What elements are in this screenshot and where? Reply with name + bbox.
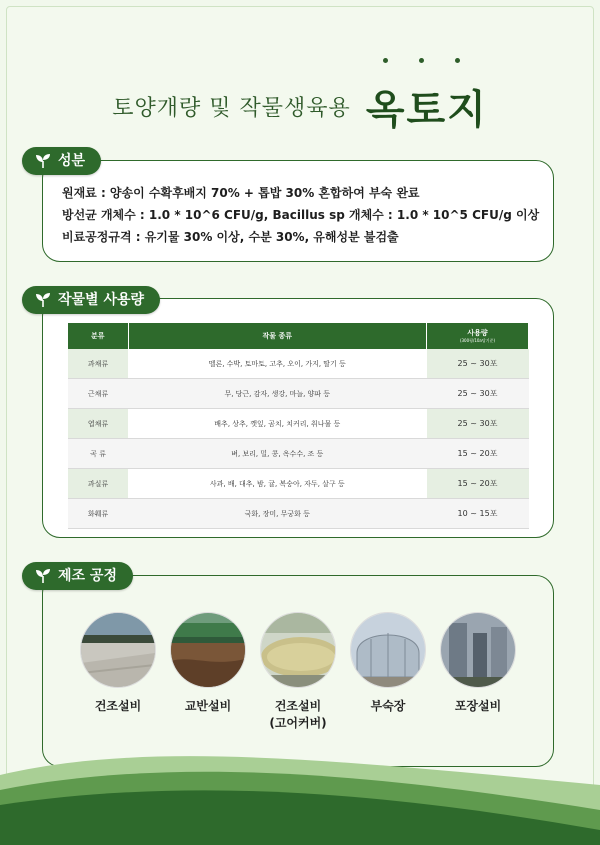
composition-section-label: 성분 [58, 153, 86, 169]
row-crops: 무, 당근, 감자, 생강, 마늘, 양파 등 [128, 379, 427, 409]
drying-facility-photo [80, 612, 156, 688]
process-section-header [22, 562, 133, 590]
process-step-drying-gore [258, 612, 338, 732]
usage-section-label: 작물별 사용량 [58, 292, 145, 308]
title-product-name: 옥토지 [365, 87, 488, 133]
usage-table-header-row [68, 323, 529, 349]
column-header-crops: 작물 종류 [128, 323, 427, 349]
process-step-fermentation [348, 612, 428, 715]
table-row [68, 469, 529, 499]
column-header-amount [427, 323, 529, 349]
process-step-packaging [438, 612, 518, 715]
amount-header-basis: (300평/10a당기준) [459, 338, 496, 343]
column-header-category: 분류 [68, 323, 128, 349]
row-amount: 15 ~ 20포 [427, 439, 529, 469]
process-step-label: 교반설비 [184, 699, 232, 713]
row-crops: 사과, 배, 대추, 밤, 귤, 복숭아, 자두, 살구 등 [128, 469, 427, 499]
process-step-label: 포장설비 [454, 699, 502, 713]
table-row [68, 439, 529, 469]
packaging-facility-photo [440, 612, 516, 688]
sprout-icon [34, 292, 52, 308]
sprout-icon [34, 568, 52, 584]
process-step-label: 건조설비 [94, 699, 142, 713]
composition-section-header [22, 147, 101, 175]
row-amount: 15 ~ 20포 [427, 469, 529, 499]
mixing-facility-photo [170, 612, 246, 688]
fermentation-house-photo [350, 612, 426, 688]
row-crops: 국화, 장미, 무궁화 등 [128, 499, 427, 529]
process-step-drying [78, 612, 158, 715]
title-subtitle: 토양개량 및 작물생육용 [112, 96, 351, 121]
amount-header-label: 사용량 [467, 329, 488, 337]
row-category: 과실류 [68, 469, 128, 499]
composition-line: 원재료 : 양송이 수확후배지 70% + 톱밥 30% 혼합하여 부숙 완료 [62, 186, 420, 200]
usage-section-header [22, 286, 160, 314]
gore-cover-drying-photo [260, 612, 336, 688]
process-step-mixing [168, 612, 248, 715]
usage-table [68, 323, 529, 529]
composition-text [62, 182, 542, 248]
process-step-label: 건조설비 (고어커버) [269, 699, 327, 730]
row-amount: 25 ~ 30포 [427, 379, 529, 409]
row-category: 곡 류 [68, 439, 128, 469]
table-row [68, 409, 529, 439]
row-category: 근채류 [68, 379, 128, 409]
row-amount: 25 ~ 30포 [427, 349, 529, 379]
row-category: 엽채류 [68, 409, 128, 439]
row-crops: 배추, 상추, 깻잎, 곰치, 치커리, 취나물 등 [128, 409, 427, 439]
process-section-label: 제조 공정 [58, 568, 117, 584]
sprout-icon [34, 153, 52, 169]
table-row [68, 379, 529, 409]
row-amount: 10 ~ 15포 [427, 499, 529, 529]
composition-line: 비료공정규격 : 유기물 30% 이상, 수분 30%, 유해성분 불검출 [62, 230, 399, 244]
process-step-label: 부숙장 [370, 699, 406, 713]
composition-line: 방선균 개체수 : 1.0 * 10^6 CFU/g, Bacillus sp 개체수 : 1.0 * 10^5 CFU/g 이상 [62, 208, 540, 222]
row-category: 화훼류 [68, 499, 128, 529]
row-amount: 25 ~ 30포 [427, 409, 529, 439]
table-row [68, 499, 529, 529]
row-crops: 벼, 보리, 밀, 콩, 옥수수, 조 등 [128, 439, 427, 469]
row-category: 과채류 [68, 349, 128, 379]
page-title [0, 78, 600, 135]
table-row [68, 349, 529, 379]
title-emphasis-dots [383, 58, 463, 66]
row-crops: 멜론, 수박, 토마토, 고추, 오이, 가지, 딸기 등 [128, 349, 427, 379]
decorative-green-waves [0, 735, 600, 845]
